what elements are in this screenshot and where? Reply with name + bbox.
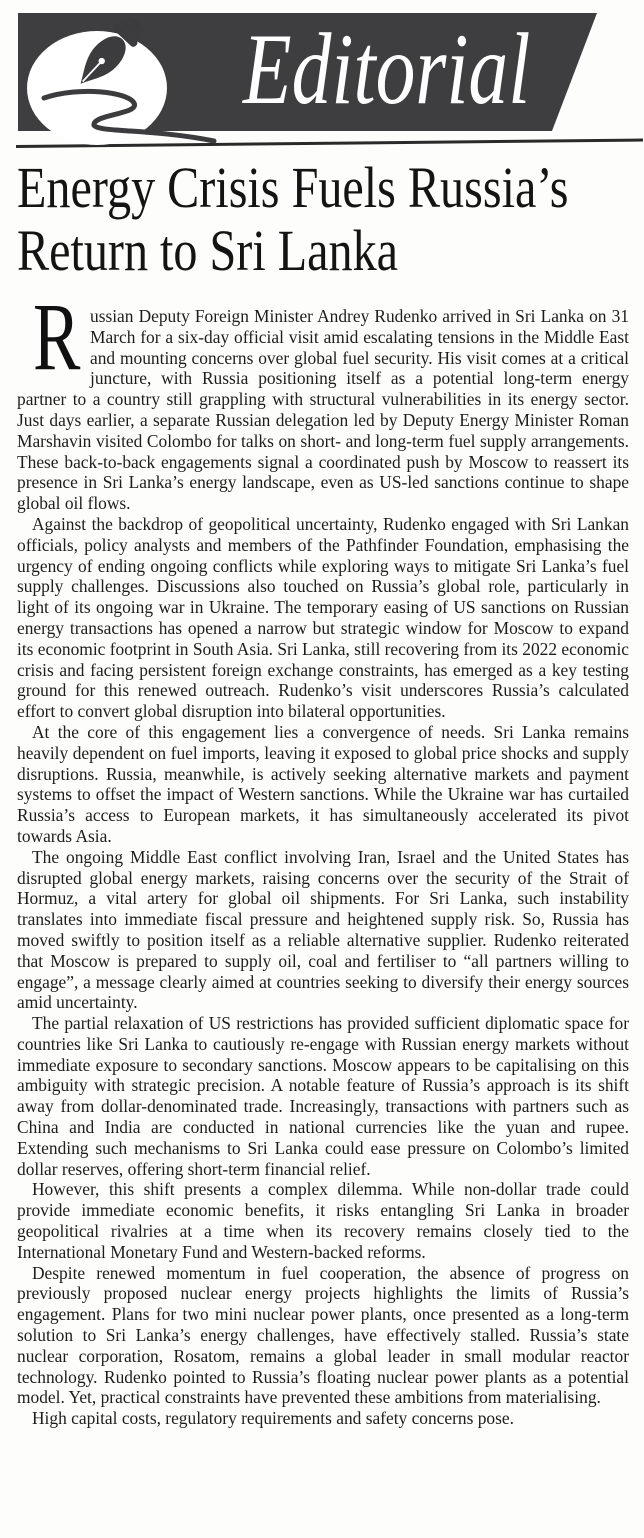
paragraph bbox=[17, 1408, 629, 1429]
paragraph-text: However, this shift presents a complex dilemma. While non-dollar trade could provide immediate economic benefits, it risks entangling Sri Lanka in broader geopolitical rivalries at a time when its recovery remains closely tied to the International Monetary Fund and Western-backed reforms. bbox=[17, 1179, 629, 1262]
headline-line-1: Energy Crisis Fuels Russia’s bbox=[17, 155, 569, 220]
headline-line-2: Return to Sri Lanka bbox=[17, 218, 399, 283]
paragraph bbox=[17, 847, 629, 1013]
banner-label: Editorial bbox=[243, 13, 531, 126]
paragraph bbox=[17, 1013, 629, 1179]
paragraph-text: High capital costs, regulatory requirements and safety concerns pose. bbox=[32, 1408, 514, 1429]
paragraph-text: At the core of this engagement lies a convergence of needs. Sri Lanka remains heavily dependent on fuel imports, leaving it exposed to global price shocks and supply disruptions. Russia, meanwhile, is actively seeking alternative markets and payment systems to offset the impact of Western sanctions. While the Ukraine war has curtailed Russia’s access to European markets, it has simultaneously accelerated its pivot towards Asia. bbox=[17, 721, 629, 846]
paragraph bbox=[17, 722, 629, 847]
drop-cap: R bbox=[33, 283, 81, 390]
headline bbox=[17, 156, 644, 282]
paragraph bbox=[17, 1179, 629, 1262]
paragraph-text: Against the backdrop of geopolitical uncertainty, Rudenko engaged with Sri Lankan officials, policy analysts and members of the Pathfinder Foundation, emphasising the urgency of ending ongoing conflicts while exploring ways to mitigate Sri Lanka’s fuel supply challenges. Discussions also touched on Russia’s global role, particularly in light of its ongoing war in Ukraine. The temporary easing of US sanctions on Russian energy transactions has opened a narrow but strategic window for Moscow to expand its economic footprint in South Asia. Sri Lanka, still recovering from its 2022 economic crisis and facing persistent foreign exchange constraints, has emerged as a key testing ground for this renewed outreach. Rudenko’s visit underscores Russia’s calculated effort to convert global disruption into bilateral opportunities. bbox=[17, 513, 629, 722]
paragraph-text: Despite renewed momentum in fuel cooperation, the absence of progress on previously proposed nuclear energy projects highlights the limits of Russia’s engagement. Plans for two mini nuclear power plants, once presented as a long-term solution to Sri Lanka’s energy challenges, have effectively stalled. Russia’s state nuclear corporation, Rosatom, remains a global leader in small modular reactor technology. Rudenko pointed to Russia’s floating nuclear power plants as a potential model. Yet, practical constraints have prevented these ambitions from materialising. bbox=[17, 1262, 629, 1408]
paragraph bbox=[17, 283, 629, 514]
paragraph-text: The ongoing Middle East conflict involving Iran, Israel and the United States has disrupted global energy markets, raising concerns over the security of the Strait of Hormuz, a vital artery for global oil shipments. For Sri Lanka, such instability translates into immediate fiscal pressure and heightened supply risk. So, Russia has moved swiftly to position itself as a reliable alternative supplier. Rudenko reiterated that Moscow is prepared to supply oil, coal and fertiliser to “all partners willing to engage”, a message clearly aimed at countries seeking to diversify their energy sources amid uncertainty. bbox=[17, 846, 629, 1013]
paragraph bbox=[17, 514, 629, 722]
article-body bbox=[17, 283, 629, 1429]
paragraph-text: The partial relaxation of US restrictions has provided sufficient diplomatic space for countries like Sri Lanka to cautiously re-engage with Russian energy markets without immediate exposure to secondary sanctions. Moscow appears to be capitalising on this ambiguity with strategic precision. A notable feature of Russia’s approach is its shift away from dollar-denominated trade. Increasingly, transactions with partners such as China and India are conducted in national currencies like the yuan and rupee. Extending such mechanisms to Sri Lanka could ease pressure on Colombo’s limited dollar reserves, offering short-term financial relief. bbox=[17, 1013, 629, 1179]
paragraph bbox=[17, 1263, 629, 1409]
paragraph-text: ussian Deputy Foreign Minister Andrey Rudenko arrived in Sri Lanka on 31 March for a six-day official visit amid escalating tensions in the Middle East and mounting concerns over global fuel security. His visit comes at a critical juncture, with Russia positioning itself as a potential long-term energy partner to a country still grappling with structural vulnerabilities in its energy sector. Just days earlier, a separate Russian delegation led by Deputy Energy Minister Roman Marshavin visited Colombo for talks on short- and long-term fuel supply arrangements. These back-to-back engagements signal a coordinated push by Moscow to reassert its presence in Sri Lanka’s energy landscape, even as US-led sanctions continue to shape global oil flows. bbox=[17, 306, 629, 514]
